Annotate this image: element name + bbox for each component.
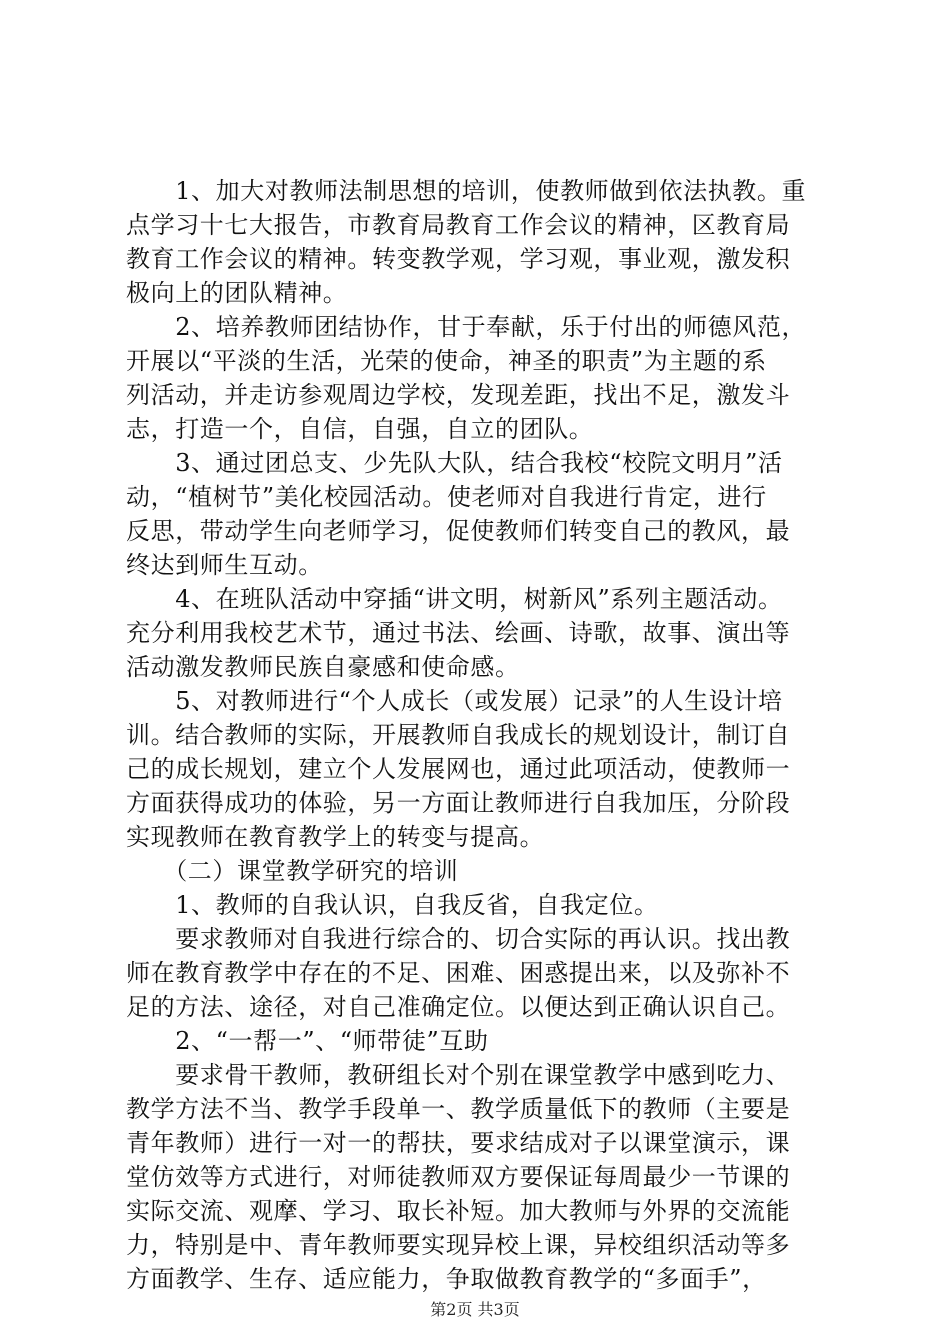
text-line: 教学方法不当、教学手段单一、教学质量低下的教师（主要是: [126, 1095, 791, 1123]
text-line: 开展以“平淡的生活，光荣的使命，神圣的职责”为主题的系: [126, 347, 767, 375]
text-line: 动，“植树节”美化校园活动。使老师对自我进行肯定，进行: [126, 483, 767, 511]
text-line: 列活动，并走访参观周边学校，发现差距，找出不足，激发斗: [126, 381, 791, 409]
text-line: 志，打造一个，自信，自强，自立的团队。: [126, 415, 594, 443]
text-line: 方面教学、生存、适应能力，争取做教育教学的“多面手”，: [126, 1265, 767, 1293]
text-line: 足的方法、途径，对自己准确定位。以便达到正确认识自己。: [126, 993, 791, 1021]
text-line: 方面获得成功的体验，另一方面让教师进行自我加压，分阶段: [126, 789, 791, 817]
text-line: 力，特别是中、青年教师要实现异校上课，异校组织活动等多: [126, 1231, 791, 1259]
text-line: 终达到师生互动。: [126, 551, 323, 579]
text-line: 实现教师在教育教学上的转变与提高。: [126, 823, 545, 851]
text-line: 3、通过团总支、少先队大队，结合我校“校院文明月”活: [126, 449, 783, 477]
section-heading: （二）课堂教学研究的培训: [126, 857, 459, 885]
text-line: 要求骨干教师，教研组长对个别在课堂教学中感到吃力、: [126, 1061, 791, 1089]
text-line: 5、对教师进行“个人成长（或发展）记录”的人生设计培: [126, 687, 783, 715]
page-number-footer: 第2页 共3页: [430, 1300, 520, 1319]
text-line: 反思，带动学生向老师学习，促使教师们转变自己的教风，最: [126, 517, 791, 545]
text-line: 1、加大对教师法制思想的培训，使教师做到依法执教。重: [126, 177, 807, 205]
text-line: 师在教育教学中存在的不足、困难、困惑提出来，以及弥补不: [126, 959, 791, 987]
text-line: 训。结合教师的实际，开展教师自我成长的规划设计，制订自: [126, 721, 791, 749]
text-line: 2、“一帮一”、“师带徒”互助: [126, 1027, 489, 1055]
text-line: 1、教师的自我认识，自我反省，自我定位。: [126, 891, 659, 919]
text-line: 教育工作会议的精神。转变教学观，学习观，事业观，激发积: [126, 245, 791, 273]
text-line: 4、在班队活动中穿插“讲文明，树新风”系列主题活动。: [126, 585, 783, 613]
text-line: 己的成长规划，建立个人发展网也，通过此项活动，使教师一: [126, 755, 791, 783]
text-line: 极向上的团队精神。: [126, 279, 348, 307]
text-line: 充分利用我校艺术节，通过书法、绘画、诗歌，故事、演出等: [126, 619, 791, 647]
text-line: 青年教师）进行一对一的帮扶，要求结成对子以课堂演示，课: [126, 1129, 791, 1157]
text-line: 堂仿效等方式进行，对师徒教师双方要保证每周最少一节课的: [126, 1163, 791, 1191]
text-line: 要求教师对自我进行综合的、切合实际的再认识。找出教: [126, 925, 791, 953]
text-line: 点学习十七大报告，市教育局教育工作会议的精神，区教育局: [126, 211, 791, 239]
text-line: 2、培养教师团结协作，甘于奉献，乐于付出的师德风范，: [126, 313, 807, 341]
text-line: 实际交流、观摩、学习、取长补短。加大教师与外界的交流能: [126, 1197, 791, 1225]
text-line: 活动激发教师民族自豪感和使命感。: [126, 653, 520, 681]
